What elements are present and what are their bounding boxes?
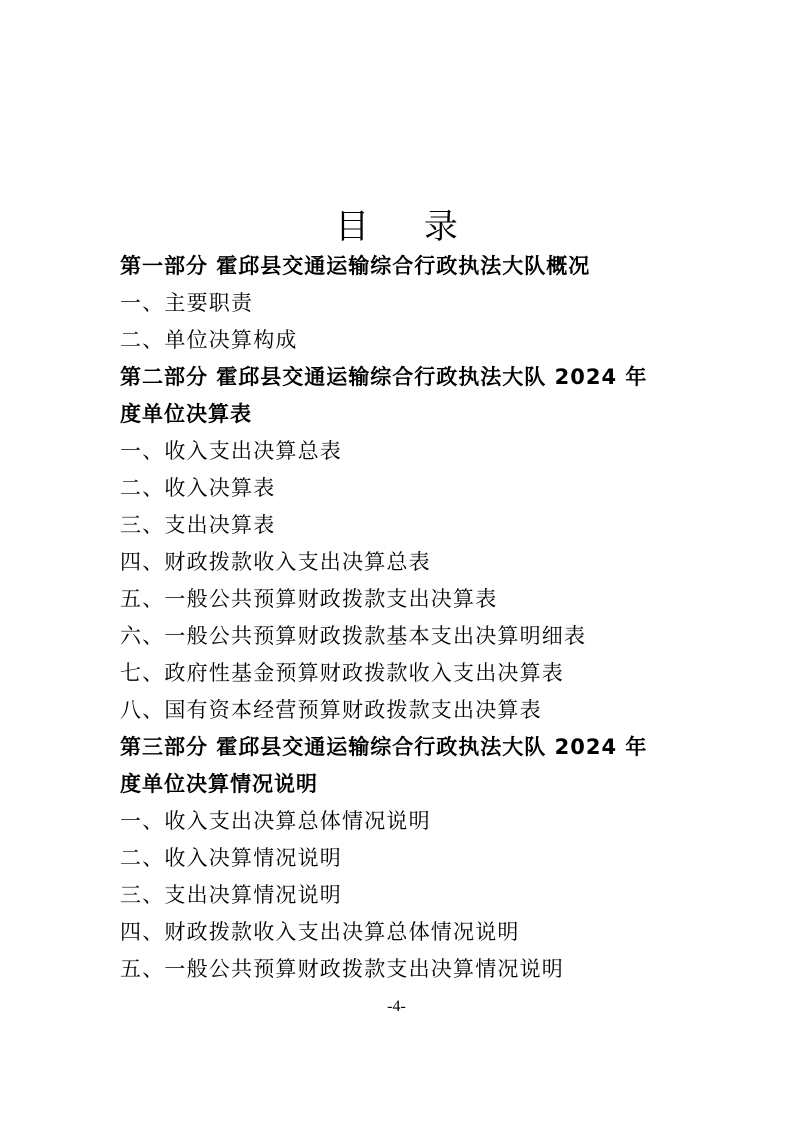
toc-item[interactable]: 四、财政拨款收入支出决算总体情况说明 <box>120 920 520 944</box>
toc-item[interactable]: 八、国有资本经营预算财政拨款支出决算表 <box>120 698 542 722</box>
toc-part-3-heading-line-1[interactable]: 第三部分 霍邱县交通运输综合行政执法大队 2024 年 <box>120 735 648 759</box>
toc-part-1-heading[interactable]: 第一部分 霍邱县交通运输综合行政执法大队概况 <box>120 254 591 278</box>
toc-item[interactable]: 七、政府性基金预算财政拨款收入支出决算表 <box>120 661 564 685</box>
page-title: 目 录 <box>335 207 480 247</box>
toc-item[interactable]: 三、支出决算表 <box>120 513 276 537</box>
toc-part-3-heading-line-2[interactable]: 度单位决算情况说明 <box>120 772 318 796</box>
toc-item[interactable]: 一、收入支出决算总表 <box>120 439 342 463</box>
toc-part-2-heading-line-1[interactable]: 第二部分 霍邱县交通运输综合行政执法大队 2024 年 <box>120 365 648 389</box>
toc-item[interactable]: 五、一般公共预算财政拨款支出决算情况说明 <box>120 957 564 981</box>
toc-item[interactable]: 五、一般公共预算财政拨款支出决算表 <box>120 587 498 611</box>
toc-part-2-heading-line-2[interactable]: 度单位决算表 <box>120 402 252 426</box>
toc-item[interactable]: 四、财政拨款收入支出决算总表 <box>120 550 431 574</box>
table-of-contents <box>120 248 680 988</box>
toc-item[interactable]: 二、单位决算构成 <box>120 328 298 352</box>
toc-item[interactable]: 六、一般公共预算财政拨款基本支出决算明细表 <box>120 624 587 648</box>
toc-item[interactable]: 三、支出决算情况说明 <box>120 883 342 907</box>
toc-item[interactable]: 二、收入决算情况说明 <box>120 846 342 870</box>
toc-item[interactable]: 一、主要职责 <box>120 291 254 315</box>
toc-item[interactable]: 一、收入支出决算总体情况说明 <box>120 809 431 833</box>
toc-item[interactable]: 二、收入决算表 <box>120 476 276 500</box>
page-number: -4- <box>387 998 406 1015</box>
